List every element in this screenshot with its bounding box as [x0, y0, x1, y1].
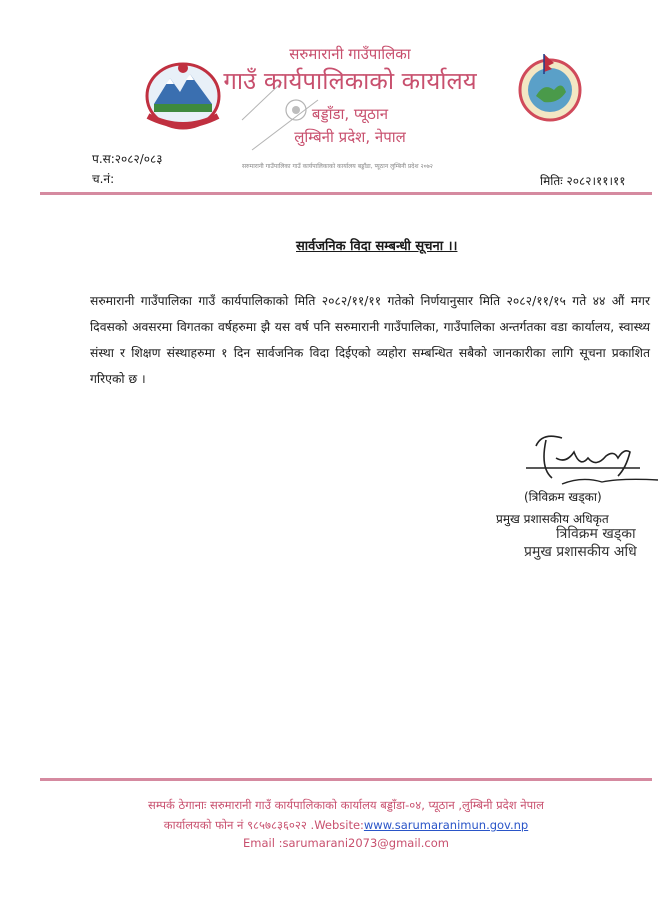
signatory-designation: प्रमुख प्रशासकीय अधिकृत [496, 512, 609, 526]
date-label: मितिः [540, 174, 563, 188]
footer-divider [40, 778, 652, 781]
notice-body: सरुमारानी गाउँपालिका गाउँ कार्यपालिकाको मिति २०८२/११/११ गतेको निर्णयानुसार मिति २०८२/११/१५ गते ४४ औं मगर दिवसको अवसरमा विगतका वर्षहरुमा झै यस वर्ष पनि सरुमारानी गाउँपालिका, गाउँपालिका अन्तर्गतका वडा कार्यालय, स्वास्थ्य संस्था र शिक्षण संस्थाहरुमा १ दिन सार्वजनिक विदा दिईएको व्यहोरा सम्बन्धित सबैको जानकारीका लागि सूचना प्रकाशित गरिएको छ । [90, 294, 650, 386]
municipality-name: सरुमारानी गाउँपालिका [289, 45, 411, 63]
dispatch-number: च.नं: [92, 172, 115, 186]
stamp-text: सरुमारानी गाउँपालिका गाउँ कार्यपालिकाको कार्यालय बड्डाँडा, प्यूठान लुम्बिनी प्रदेश २०७२ [242, 163, 433, 170]
reference-number [92, 150, 163, 167]
office-title: गाउँ कार्यपालिकाको कार्यालय [223, 67, 477, 95]
document-date [540, 172, 626, 189]
municipality-logo [514, 52, 586, 124]
date-value: २०८२।११।११ [566, 174, 626, 188]
footer-email: Email :sarumarani2073@gmail.com [243, 836, 449, 850]
address-line-1: बड्डाँडा, प्यूठान [311, 105, 389, 123]
footer-contact: सम्पर्क ठेगानाः सरुमारानी गाउँ कार्यपालिकाको कार्यालय बड्डाँडा-०४, प्यूठान ,लुम्बिनी प्रदेश नेपाल [148, 798, 544, 812]
website-link[interactable]: www.sarumaranimun.gov.np [363, 818, 529, 832]
reference-value: २०८२/०८३ [114, 152, 163, 166]
header-divider [40, 192, 652, 195]
footer-phone-text: कार्यालयको फोन नं ९८५७८३६०२२ .Website: [163, 818, 364, 832]
signatory-designation-stamp: प्रमुख प्रशासकीय अधि [524, 544, 637, 560]
signatory-name: (त्रिविक्रम खड्का) [524, 490, 602, 504]
signatory-name-stamp: त्रिविक्रम खड्का [556, 526, 636, 542]
footer-phone [40, 818, 652, 833]
address-line-2: लुम्बिनी प्रदेश, नेपाल [294, 128, 406, 146]
notice-title: सार्वजनिक विदा सम्बन्धी सूचना ।। [296, 239, 458, 254]
reference-label: प.स: [92, 152, 115, 166]
